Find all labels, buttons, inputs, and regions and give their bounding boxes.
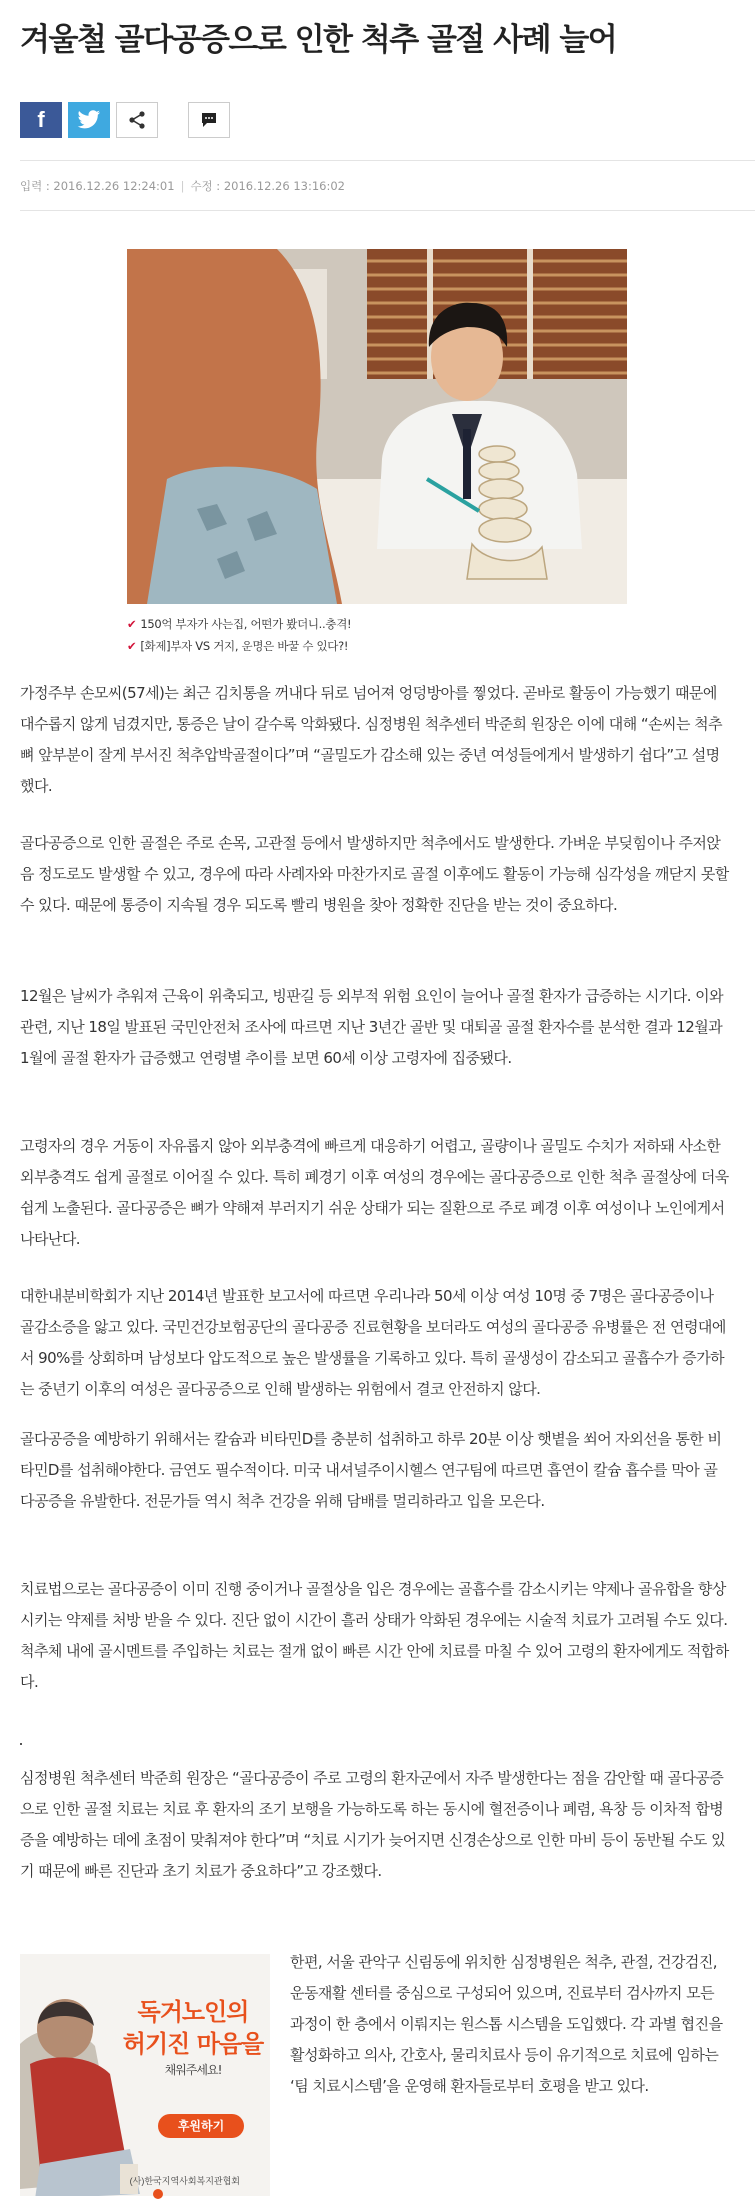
ad-headline-2: 허기진 마음을 bbox=[122, 2030, 264, 2058]
promo-link-2[interactable] bbox=[127, 635, 351, 657]
paragraph-text: 12월은 날씨가 추워져 근육이 위축되고, 빙판길 등 외부적 위험 요인이 늘어나 골절 환자가 급증하는 시기다. 이와 관련, 지난 18일 발표된 국민안전처 조사에 따르면 지난 3년간 골반 및 대퇴골 골절 환자수를 분석한 결과 12월과 1월에 골절 환자가 급증했고 연령별 추이를 보면 60세 이상 고령자에 집중됐다. bbox=[20, 987, 724, 1067]
dates-divider bbox=[20, 210, 755, 211]
article-title: 겨울철 골다공증으로 인한 척추 골절 사례 늘어 bbox=[20, 22, 617, 58]
ad-subline: 채워주세요! bbox=[164, 2063, 222, 2077]
paragraph-8 bbox=[20, 1763, 730, 1887]
paragraph-6 bbox=[20, 1424, 730, 1517]
donate-button[interactable]: 후원하기 bbox=[158, 2114, 244, 2138]
paragraph-4 bbox=[20, 1131, 730, 1255]
paragraph-text: 가정주부 손모씨(57세)는 최근 김치통을 꺼내다 뒤로 넘어져 엉덩방아를 찧었다. 곧바로 활동이 가능했기 때문에 대수롭지 않게 넘겼지만, 통증은 날이 갈수록 악화됐다. 심정병원 척추센터 박준희 원장은 이에 대해 “손씨는 척추뼈 앞부분이 잘게 부서진 척추압박골절이다”며 “골밀도가 감소해 있는 중년 여성들에게서 발생하기 쉽다”고 설명했다. bbox=[20, 684, 723, 795]
paragraph-text: 고령자의 경우 거동이 자유롭지 않아 외부충격에 빠르게 대응하기 어렵고, 골량이나 골밀도 수치가 저하돼 사소한 외부충격도 쉽게 골절로 이어질 수 있다. 특히 폐경기 이후 여성의 경우에는 골다공증으로 인한 척추 골절상에 더욱 쉽게 노출된다. 골다공증은 뼈가 약해져 부러지기 쉬운 상태가 되는 질환으로 주로 폐경 이후 여성이나 노인에게서 나타난다. bbox=[20, 1137, 729, 1248]
paragraph-3 bbox=[20, 981, 730, 1074]
promo-links bbox=[127, 613, 351, 657]
modified-date: 수정 : 2016.12.26 13:16:02 bbox=[190, 179, 345, 193]
paragraph-text: 대한내분비학회가 지난 2014년 발표한 보고서에 따르면 우리나라 50세 이상 여성 10명 중 7명은 골다공증이나 골감소증을 앓고 있다. 국민건강보험공단의 골다공증 진료현황을 보더라도 여성의 골다공증 유병률은 전 연령대에서 90%를 상회하며 남성보다 압도적으로 높은 발생률을 기록하고 있다. 특히 골생성이 감소되고 골흡수가 증가하는 중년기 이후의 여성은 골다공증으로 인해 발생하는 위험에서 결코 안전하지 않다. bbox=[20, 1287, 726, 1398]
share-icon bbox=[127, 110, 147, 130]
check-icon: ✔ bbox=[127, 617, 137, 631]
paragraph-text: 심정병원 척추센터 박준희 원장은 “골다공증이 주로 고령의 환자군에서 자주 발생한다는 점을 감안할 때 골다공증으로 인한 골절 치료는 치료 후 환자의 조기 보행을 가능하도록 하는 동시에 혈전증이나 폐렴, 욕창 등 이차적 합병증을 예방하는 데에 초점이 맞춰져야 한다”며 “치료 시기가 늦어지면 신경손상으로 인한 마비 등이 동반될 수도 있기 때문에 빠른 진단과 초기 치료가 중요하다”고 강조했다. bbox=[20, 1769, 726, 1880]
stray-dot bbox=[20, 1743, 22, 1745]
paragraph-text: 골다공증을 예방하기 위해서는 칼슘과 비타민D를 충분히 섭취하고 하루 20분 이상 햇볕을 쐬어 자외선을 통한 비타민D를 섭취해야한다. 금연도 필수적이다. 미국 내셔널주이시헬스 연구팀에 따르면 흡연이 칼슘 흡수를 막아 골다공증을 유발한다. 전문가들 역시 척추 건강을 위해 담배를 멀리하라고 입을 모은다. bbox=[20, 1430, 722, 1510]
donation-ad-banner[interactable] bbox=[20, 1954, 270, 2204]
article-dates bbox=[20, 178, 345, 194]
twitter-share-button[interactable] bbox=[68, 102, 110, 138]
ad-org: (사)한국지역사회복지관협회 bbox=[129, 2176, 240, 2186]
paragraph-text: 한편, 서울 관악구 신림동에 위치한 심정병원은 척추, 관절, 건강검진, 운동재활 센터를 중심으로 구성되어 있으며, 진료부터 검사까지 모든 과정이 한 층에서 이뤄지는 원스톱 시스템을 도입했다. 각 과별 협진을 활성화하고 의사, 간호사, 물리치료사 등이 유기적으로 치료에 임하는 ‘팀 치료시스템’을 운영해 환자들로부터 호평을 받고 있다. bbox=[290, 1953, 723, 2095]
date-separator: | bbox=[180, 179, 185, 193]
article-photo bbox=[127, 249, 627, 604]
comment-icon bbox=[200, 111, 218, 129]
promo-link-1[interactable] bbox=[127, 613, 351, 635]
paragraph-7 bbox=[20, 1574, 730, 1698]
facebook-icon: f bbox=[37, 107, 45, 132]
check-icon: ✔ bbox=[127, 639, 137, 653]
comment-button[interactable] bbox=[188, 102, 230, 138]
paragraph-text: 치료법으로는 골다공증이 이미 진행 중이거나 골절상을 입은 경우에는 골흡수를 감소시키는 약제나 골유합을 향상시키는 약제를 처방 받을 수 있다. 진단 없이 시간이 흘러 상태가 악화된 경우에는 시술적 치료가 고려될 수도 있다. 척추체 내에 골시멘트를 주입하는 치료는 절개 없이 빠른 시간 안에 치료를 마칠 수 있어 고령의 환자에게도 적합하다. bbox=[20, 1580, 729, 1691]
promo-link-text: 150억 부자가 사는집, 어떤가 봤더니..충격! bbox=[140, 617, 352, 631]
closing-paragraph bbox=[290, 1947, 730, 2102]
paragraph-2 bbox=[20, 828, 730, 921]
paragraph-5 bbox=[20, 1281, 730, 1405]
paragraph-text: 골다공증으로 인한 골절은 주로 손목, 고관절 등에서 발생하지만 척추에서도 발생한다. 가벼운 부딪힘이나 주저앉음 정도로도 발생할 수 있고, 경우에 따라 사례자와 마찬가지로 골절 이후에도 활동이 가능해 심각성을 깨닫지 못할 수 있다. 때문에 통증이 지속될 경우 되도록 빨리 병원을 찾아 정확한 진단을 받는 것이 중요하다. bbox=[20, 834, 729, 914]
twitter-icon bbox=[77, 110, 101, 130]
paragraph-1 bbox=[20, 678, 730, 802]
ad-headline-1: 독거노인의 bbox=[137, 1998, 249, 2026]
share-button[interactable] bbox=[116, 102, 158, 138]
top-divider bbox=[20, 160, 755, 161]
input-date: 입력 : 2016.12.26 12:24:01 bbox=[20, 179, 175, 193]
facebook-share-button[interactable] bbox=[20, 102, 62, 138]
promo-link-text: [화제]부자 VS 거지, 운명은 바꿀 수 있다?! bbox=[140, 639, 349, 653]
